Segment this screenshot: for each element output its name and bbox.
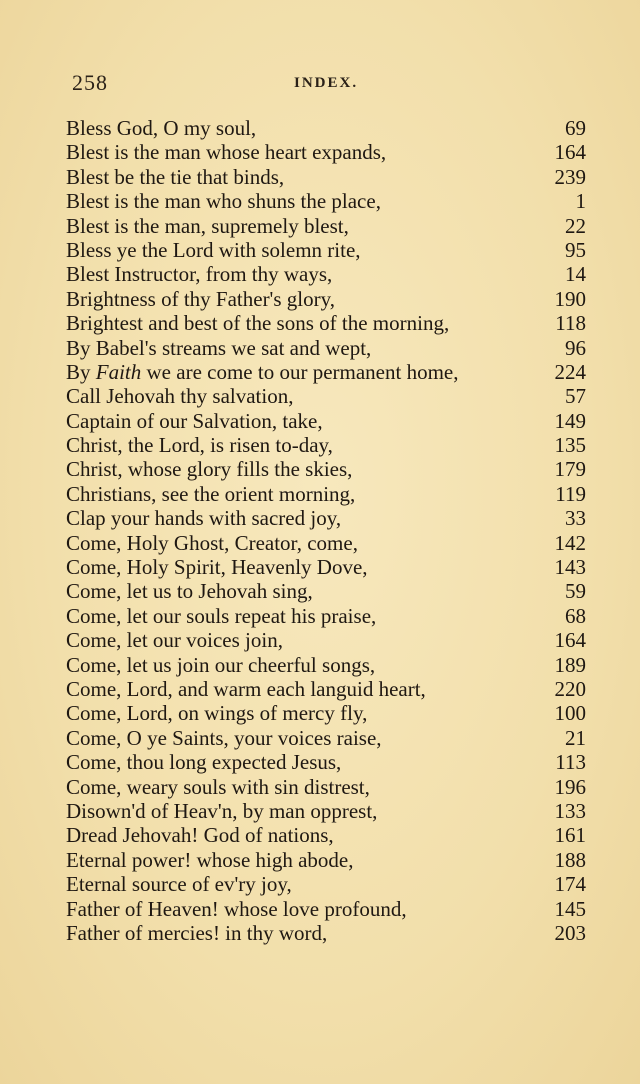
index-entry-title: Come, let us join our cheerful songs, bbox=[66, 652, 376, 677]
index-entry-title: Come, let our souls repeat his praise, bbox=[66, 603, 377, 628]
index-entry-title: By Babel's streams we sat and wept, bbox=[66, 335, 372, 360]
index-entry-page: 143 bbox=[554, 555, 586, 580]
index-entry bbox=[66, 140, 586, 164]
index-entry-page: 119 bbox=[555, 481, 586, 506]
index-entry-title bbox=[66, 360, 458, 384]
index-entry-page: 145 bbox=[554, 896, 586, 921]
index-entry-title: Come, Lord, on wings of mercy fly, bbox=[66, 701, 368, 726]
index-entry bbox=[66, 750, 586, 774]
index-entry-title: Come, weary souls with sin distrest, bbox=[66, 774, 370, 799]
index-entry bbox=[66, 433, 586, 457]
index-entry-page: 59 bbox=[565, 579, 586, 604]
index-entry bbox=[66, 360, 586, 384]
index-entry-title: Brightest and best of the sons of the morning, bbox=[66, 311, 450, 336]
index-entry bbox=[66, 165, 586, 189]
index-entry-title: Come, Holy Spirit, Heavenly Dove, bbox=[66, 555, 368, 580]
index-entry bbox=[66, 262, 586, 286]
running-head: INDEX. bbox=[294, 75, 359, 91]
index-entry-page: 69 bbox=[565, 116, 586, 140]
index-entry-page: 113 bbox=[555, 750, 586, 775]
page-header bbox=[72, 70, 584, 100]
index-entry bbox=[66, 653, 586, 677]
index-entry-page: 1 bbox=[575, 189, 586, 214]
index-entry-title: Captain of our Salvation, take, bbox=[66, 408, 323, 433]
index-entry bbox=[66, 897, 586, 921]
index-entry-title: Blest Instructor, from thy ways, bbox=[66, 262, 333, 287]
index-entry-title: Eternal source of ev'ry joy, bbox=[66, 872, 292, 897]
index-entry-page: 196 bbox=[554, 774, 586, 799]
index-entry-page: 174 bbox=[554, 872, 586, 897]
index-entry-title: Come, let us to Jehovah sing, bbox=[66, 579, 313, 604]
index-entry-title: Come, O ye Saints, your voices raise, bbox=[66, 725, 382, 750]
index-entry-title: Blest be the tie that binds, bbox=[66, 164, 285, 189]
index-entry bbox=[66, 336, 586, 360]
index-entry-title: Blest is the man whose heart expands, bbox=[66, 140, 387, 165]
index-entry-page: 224 bbox=[554, 359, 586, 384]
index-entry bbox=[66, 482, 586, 506]
index-entry-title: Christians, see the orient morning, bbox=[66, 481, 356, 506]
index-entry-page: 203 bbox=[554, 920, 586, 945]
index-entry-title: Clap your hands with sacred joy, bbox=[66, 506, 342, 531]
index-entry bbox=[66, 604, 586, 628]
index-entry bbox=[66, 116, 586, 140]
index-entry-page: 22 bbox=[565, 213, 586, 238]
index-entry-page: 68 bbox=[565, 603, 586, 628]
index-entry-title-italic: Faith bbox=[95, 359, 142, 384]
index-entry bbox=[66, 287, 586, 311]
index-entry-title: Brightness of thy Father's glory, bbox=[66, 286, 335, 311]
index-entry bbox=[66, 872, 586, 896]
index-entry bbox=[66, 628, 586, 652]
index-entry bbox=[66, 799, 586, 823]
index-entry bbox=[66, 457, 586, 481]
index-entry bbox=[66, 531, 586, 555]
index-entry-title: Bless ye the Lord with solemn rite, bbox=[66, 237, 361, 262]
index-entry bbox=[66, 823, 586, 847]
index-list bbox=[66, 116, 586, 945]
page-number: 258 bbox=[72, 70, 108, 95]
index-entry-page: 189 bbox=[554, 652, 586, 677]
index-entry-title: Christ, the Lord, is risen to-day, bbox=[66, 433, 333, 458]
index-entry-page: 96 bbox=[565, 335, 586, 360]
index-entry-title: Father of mercies! in thy word, bbox=[66, 920, 328, 945]
index-entry-title: Come, Lord, and warm each languid heart, bbox=[66, 676, 426, 701]
index-entry-page: 142 bbox=[554, 530, 586, 555]
index-entry bbox=[66, 214, 586, 238]
index-entry bbox=[66, 677, 586, 701]
index-entry-page: 100 bbox=[554, 701, 586, 726]
index-entry-title: Father of Heaven! whose love profound, bbox=[66, 896, 407, 921]
index-entry-page: 164 bbox=[554, 628, 586, 653]
index-entry bbox=[66, 506, 586, 530]
index-entry-page: 149 bbox=[554, 408, 586, 433]
index-entry-page: 161 bbox=[554, 823, 586, 848]
index-entry-page: 239 bbox=[554, 164, 586, 189]
index-entry bbox=[66, 238, 586, 262]
index-entry-title: Dread Jehovah! God of nations, bbox=[66, 823, 334, 848]
index-entry-page: 179 bbox=[554, 457, 586, 482]
index-entry-page: 220 bbox=[554, 676, 586, 701]
index-entry-page: 95 bbox=[565, 237, 586, 262]
index-entry bbox=[66, 726, 586, 750]
index-entry-page: 33 bbox=[565, 506, 586, 531]
index-entry-title: Blest is the man, supremely blest, bbox=[66, 213, 349, 238]
index-entry bbox=[66, 384, 586, 408]
index-entry-page: 118 bbox=[555, 311, 586, 336]
index-entry bbox=[66, 555, 586, 579]
index-entry-page: 188 bbox=[554, 847, 586, 872]
index-entry-title: Christ, whose glory fills the skies, bbox=[66, 457, 353, 482]
index-entry-title: Come, Holy Ghost, Creator, come, bbox=[66, 530, 358, 555]
index-entry-title: Disown'd of Heav'n, by man opprest, bbox=[66, 798, 378, 823]
index-entry bbox=[66, 775, 586, 799]
index-entry-page: 21 bbox=[565, 725, 586, 750]
index-entry-page: 135 bbox=[554, 433, 586, 458]
index-entry-title: Eternal power! whose high abode, bbox=[66, 847, 354, 872]
index-entry-page: 14 bbox=[565, 262, 586, 287]
index-entry-page: 133 bbox=[554, 798, 586, 823]
index-entry-title: Call Jehovah thy salvation, bbox=[66, 384, 294, 409]
index-entry-title-end: we are come to our permanent home, bbox=[141, 359, 459, 384]
index-entry-page: 164 bbox=[554, 140, 586, 165]
index-entry-title-start: By bbox=[66, 359, 96, 384]
index-entry bbox=[66, 409, 586, 433]
index-entry bbox=[66, 189, 586, 213]
index-entry-title: Blest is the man who shuns the place, bbox=[66, 189, 381, 214]
index-entry bbox=[66, 579, 586, 603]
index-entry-title: Come, let our voices join, bbox=[66, 628, 283, 653]
index-entry bbox=[66, 848, 586, 872]
index-entry-page: 190 bbox=[554, 286, 586, 311]
index-entry bbox=[66, 921, 586, 945]
index-entry bbox=[66, 311, 586, 335]
index-entry-title: Come, thou long expected Jesus, bbox=[66, 750, 342, 775]
index-entry-page: 57 bbox=[565, 384, 586, 409]
index-entry-title: Bless God, O my soul, bbox=[66, 116, 257, 140]
index-entry bbox=[66, 701, 586, 725]
